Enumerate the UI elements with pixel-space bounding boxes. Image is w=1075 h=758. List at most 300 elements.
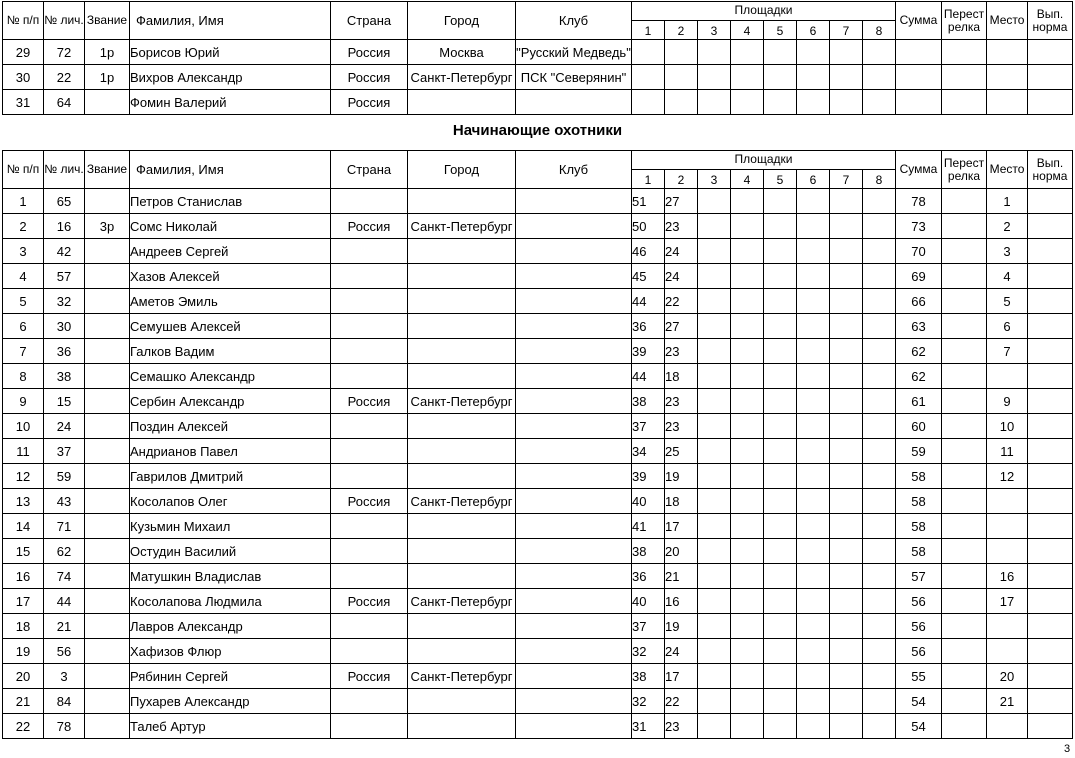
cell-norm [1028,414,1073,439]
cell-norm [1028,264,1073,289]
cell-place: 9 [987,389,1028,414]
col-np-header: № п/п [3,2,44,40]
cell-country: Россия [331,389,408,414]
cell-site-5 [764,40,797,65]
cell-sum: 60 [896,414,942,439]
cell-site-6 [797,539,830,564]
cell-site-8 [863,40,896,65]
table-row [3,364,1073,389]
cell-club [516,389,632,414]
cell-site-7 [830,239,863,264]
cell-site-6 [797,639,830,664]
cell-sum: 62 [896,339,942,364]
cell-np: 17 [3,589,44,614]
cell-site-6 [797,289,830,314]
cell-place: 17 [987,589,1028,614]
cell-rank [85,489,130,514]
cell-city [408,414,516,439]
cell-site-7 [830,314,863,339]
cell-site-6 [797,439,830,464]
cell-np: 22 [3,714,44,739]
cell-site-7 [830,389,863,414]
cell-np: 19 [3,639,44,664]
cell-site-2: 20 [665,539,698,564]
cell-site-5 [764,414,797,439]
cell-country: Россия [331,40,408,65]
col-place-header: Место [987,151,1028,189]
cell-lic: 38 [44,364,85,389]
table-row [3,539,1073,564]
cell-site-4 [731,539,764,564]
col-country-header: Страна [331,151,408,189]
cell-site-2: 21 [665,564,698,589]
cell-country: Россия [331,589,408,614]
cell-place [987,639,1028,664]
table-row [3,564,1073,589]
cell-site-2: 18 [665,489,698,514]
cell-name: Матушкин Владислав [130,564,331,589]
site-5-header: 5 [764,170,797,189]
cell-name: Андрианов Павел [130,439,331,464]
cell-np: 30 [3,65,44,90]
cell-country [331,714,408,739]
cell-name: Хазов Алексей [130,264,331,289]
cell-np: 31 [3,90,44,115]
cell-site-7 [830,289,863,314]
cell-site-5 [764,514,797,539]
cell-place: 2 [987,214,1028,239]
cell-place: 10 [987,414,1028,439]
cell-sum: 63 [896,314,942,339]
cell-name: Борисов Юрий [130,40,331,65]
cell-np: 8 [3,364,44,389]
cell-np: 7 [3,339,44,364]
cell-site-5 [764,90,797,115]
cell-country [331,264,408,289]
cell-site-5 [764,614,797,639]
cell-site-3 [698,264,731,289]
cell-club [516,489,632,514]
cell-site-2: 23 [665,339,698,364]
cell-site-8 [863,239,896,264]
col-country-header: Страна [331,2,408,40]
cell-site-6 [797,364,830,389]
cell-site-4 [731,689,764,714]
cell-city [408,714,516,739]
cell-np: 9 [3,389,44,414]
cell-site-7 [830,489,863,514]
cell-club [516,314,632,339]
cell-site-1: 46 [632,239,665,264]
cell-name: Лавров Александр [130,614,331,639]
cell-site-2: 18 [665,364,698,389]
cell-club [516,339,632,364]
sites-header: Площадки [632,2,896,21]
cell-lic: 22 [44,65,85,90]
cell-sum: 58 [896,489,942,514]
cell-site-2: 22 [665,689,698,714]
cell-club [516,664,632,689]
cell-city [408,364,516,389]
cell-rank [85,689,130,714]
cell-lic: 3 [44,664,85,689]
cell-site-1: 34 [632,439,665,464]
cell-site-8 [863,389,896,414]
cell-rank [85,389,130,414]
cell-site-1: 40 [632,589,665,614]
cell-name: Фомин Валерий [130,90,331,115]
cell-rank [85,189,130,214]
cell-site-1: 38 [632,664,665,689]
cell-site-3 [698,614,731,639]
cell-np: 5 [3,289,44,314]
cell-site-5 [764,364,797,389]
cell-club [516,364,632,389]
cell-site-4 [731,489,764,514]
cell-lic: 16 [44,214,85,239]
cell-name: Галков Вадим [130,339,331,364]
cell-site-8 [863,189,896,214]
cell-club [516,239,632,264]
cell-norm [1028,40,1073,65]
cell-site-6 [797,614,830,639]
cell-site-5 [764,239,797,264]
cell-site-6 [797,514,830,539]
cell-club [516,189,632,214]
cell-site-3 [698,364,731,389]
cell-site-8 [863,564,896,589]
cell-name: Поздин Алексей [130,414,331,439]
cell-site-8 [863,65,896,90]
cell-club [516,90,632,115]
cell-site-5 [764,189,797,214]
cell-site-2: 19 [665,614,698,639]
cell-city [408,189,516,214]
cell-sum: 58 [896,464,942,489]
cell-site-3 [698,339,731,364]
col-lic-header: № лич. [44,151,85,189]
cell-city: Санкт-Петербург [408,214,516,239]
cell-rank [85,289,130,314]
cell-norm [1028,214,1073,239]
cell-shootoff [942,314,987,339]
cell-lic: 62 [44,539,85,564]
cell-lic: 78 [44,714,85,739]
cell-country [331,439,408,464]
cell-site-4 [731,614,764,639]
cell-sum: 54 [896,689,942,714]
cell-shootoff [942,639,987,664]
cell-place: 6 [987,314,1028,339]
cell-place: 20 [987,664,1028,689]
cell-place [987,40,1028,65]
cell-sum: 59 [896,439,942,464]
cell-site-7 [830,514,863,539]
cell-site-3 [698,389,731,414]
cell-site-4 [731,264,764,289]
cell-name: Рябинин Сергей [130,664,331,689]
cell-site-7 [830,714,863,739]
cell-site-8 [863,689,896,714]
cell-rank [85,664,130,689]
cell-site-8 [863,314,896,339]
cell-site-6 [797,264,830,289]
site-4-header: 4 [731,170,764,189]
cell-sum: 62 [896,364,942,389]
cell-site-1: 45 [632,264,665,289]
cell-site-5 [764,639,797,664]
cell-site-5 [764,389,797,414]
cell-site-4 [731,90,764,115]
cell-site-3 [698,564,731,589]
table-row [3,189,1073,214]
col-place-header: Место [987,2,1028,40]
cell-country [331,239,408,264]
cell-place: 1 [987,189,1028,214]
cell-np: 1 [3,189,44,214]
cell-site-2: 23 [665,214,698,239]
cell-lic: 21 [44,614,85,639]
cell-place [987,614,1028,639]
cell-place [987,364,1028,389]
cell-site-3 [698,189,731,214]
cell-lic: 56 [44,639,85,664]
site-7-header: 7 [830,21,863,40]
cell-np: 21 [3,689,44,714]
cell-club: "Русский Медведь" [516,40,632,65]
cell-country [331,614,408,639]
cell-site-3 [698,40,731,65]
cell-city [408,90,516,115]
cell-shootoff [942,689,987,714]
cell-site-1: 36 [632,314,665,339]
cell-club [516,464,632,489]
cell-city: Москва [408,40,516,65]
col-sum-header: Сумма [896,151,942,189]
cell-site-2: 22 [665,289,698,314]
cell-name: Косолапова Людмила [130,589,331,614]
cell-site-4 [731,364,764,389]
site-3-header: 3 [698,21,731,40]
cell-site-8 [863,464,896,489]
cell-name: Хафизов Флюр [130,639,331,664]
table-row [3,90,1073,115]
cell-site-6 [797,239,830,264]
section-title: Начинающие охотники [452,122,623,139]
cell-rank: 1р [85,40,130,65]
cell-shootoff [942,214,987,239]
cell-norm [1028,689,1073,714]
cell-name: Семашко Александр [130,364,331,389]
table-body [3,40,1073,115]
cell-city [408,689,516,714]
col-shootoff-header: Перест релка [942,151,987,189]
table-row [3,339,1073,364]
cell-city [408,289,516,314]
cell-site-8 [863,714,896,739]
col-city-header: Город [408,151,516,189]
table-row [3,264,1073,289]
cell-site-2 [665,90,698,115]
cell-sum: 69 [896,264,942,289]
cell-norm [1028,664,1073,689]
cell-rank [85,614,130,639]
cell-rank: 1р [85,65,130,90]
cell-site-4 [731,464,764,489]
cell-np: 6 [3,314,44,339]
cell-site-1: 36 [632,564,665,589]
cell-site-7 [830,40,863,65]
cell-site-4 [731,339,764,364]
cell-place: 11 [987,439,1028,464]
cell-site-3 [698,464,731,489]
cell-city [408,464,516,489]
table-row [3,239,1073,264]
cell-site-1: 41 [632,514,665,539]
cell-site-7 [830,364,863,389]
cell-name: Петров Станислав [130,189,331,214]
cell-site-4 [731,714,764,739]
cell-site-3 [698,514,731,539]
table-row [3,664,1073,689]
cell-site-6 [797,689,830,714]
cell-site-4 [731,439,764,464]
site-8-header: 8 [863,21,896,40]
cell-site-3 [698,664,731,689]
cell-shootoff [942,339,987,364]
cell-club [516,264,632,289]
cell-club [516,289,632,314]
site-1-header: 1 [632,21,665,40]
cell-sum: 57 [896,564,942,589]
cell-sum: 56 [896,639,942,664]
cell-site-8 [863,289,896,314]
cell-site-7 [830,614,863,639]
cell-shootoff [942,489,987,514]
cell-club: ПСК "Северянин" [516,65,632,90]
cell-site-4 [731,189,764,214]
cell-site-4 [731,414,764,439]
cell-club [516,414,632,439]
cell-np: 2 [3,214,44,239]
cell-site-1 [632,90,665,115]
cell-site-5 [764,464,797,489]
cell-shootoff [942,514,987,539]
table-row [3,65,1073,90]
cell-rank [85,514,130,539]
cell-norm [1028,489,1073,514]
cell-site-7 [830,264,863,289]
table-row [3,40,1073,65]
cell-site-1: 40 [632,489,665,514]
cell-rank [85,539,130,564]
cell-np: 4 [3,264,44,289]
cell-rank [85,339,130,364]
cell-site-4 [731,314,764,339]
cell-site-7 [830,564,863,589]
cell-country: Россия [331,664,408,689]
cell-site-5 [764,314,797,339]
cell-site-2: 24 [665,264,698,289]
cell-name: Аметов Эмиль [130,289,331,314]
cell-site-1: 39 [632,339,665,364]
cell-site-5 [764,689,797,714]
cell-shootoff [942,364,987,389]
table-header [3,2,1073,40]
cell-rank [85,239,130,264]
cell-site-2: 23 [665,414,698,439]
cell-site-3 [698,639,731,664]
cell-rank [85,364,130,389]
table-row [3,714,1073,739]
cell-shootoff [942,65,987,90]
cell-lic: 32 [44,289,85,314]
cell-site-1: 50 [632,214,665,239]
cell-site-3 [698,414,731,439]
cell-sum [896,40,942,65]
cell-sum: 66 [896,289,942,314]
cell-np: 11 [3,439,44,464]
cell-lic: 15 [44,389,85,414]
cell-sum: 56 [896,589,942,614]
table-header [3,151,1073,189]
cell-norm [1028,514,1073,539]
cell-norm [1028,189,1073,214]
cell-site-8 [863,589,896,614]
cell-site-1: 44 [632,364,665,389]
cell-shootoff [942,589,987,614]
cell-site-1: 32 [632,639,665,664]
cell-shootoff [942,464,987,489]
cell-sum: 58 [896,514,942,539]
cell-name: Кузьмин Михаил [130,514,331,539]
cell-np: 20 [3,664,44,689]
cell-site-7 [830,539,863,564]
table-row [3,639,1073,664]
col-city-header: Город [408,2,516,40]
cell-site-5 [764,289,797,314]
col-rank-header: Звание [85,2,130,40]
cell-rank [85,414,130,439]
table-row [3,289,1073,314]
cell-city [408,439,516,464]
cell-rank [85,714,130,739]
cell-norm [1028,239,1073,264]
cell-city: Санкт-Петербург [408,489,516,514]
table-row [3,489,1073,514]
cell-site-7 [830,589,863,614]
cell-lic: 43 [44,489,85,514]
cell-site-3 [698,689,731,714]
cell-name: Остудин Василий [130,539,331,564]
cell-sum [896,65,942,90]
cell-np: 15 [3,539,44,564]
cell-norm [1028,539,1073,564]
cell-site-4 [731,664,764,689]
cell-shootoff [942,614,987,639]
cell-city: Санкт-Петербург [408,664,516,689]
col-lic-header: № лич. [44,2,85,40]
cell-site-2: 27 [665,314,698,339]
cell-place [987,489,1028,514]
cell-shootoff [942,439,987,464]
cell-name: Гаврилов Дмитрий [130,464,331,489]
cell-site-4 [731,239,764,264]
table-row [3,389,1073,414]
cell-sum: 61 [896,389,942,414]
table-row [3,589,1073,614]
site-2-header: 2 [665,170,698,189]
